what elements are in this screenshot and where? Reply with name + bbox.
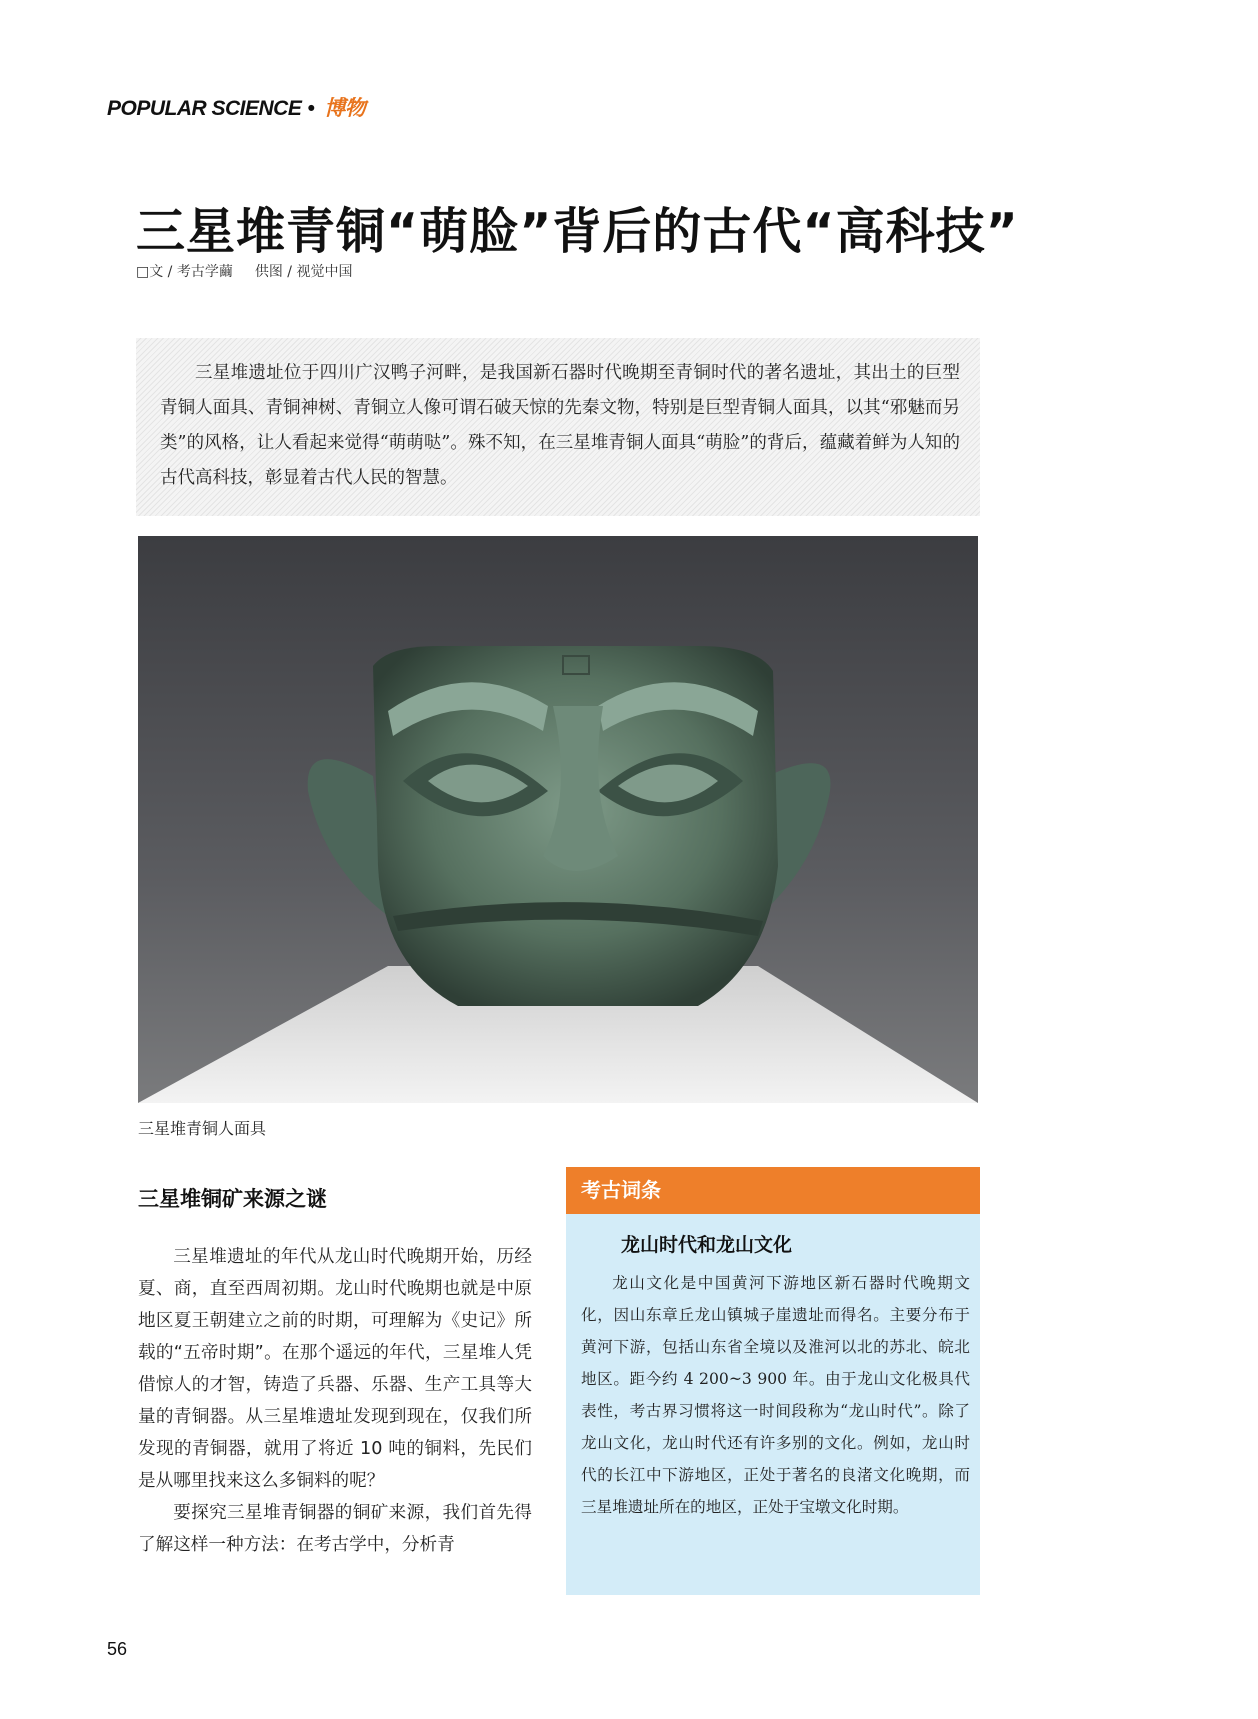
article-title: 三星堆青铜“萌脸”背后的古代“高科技” [136,203,1019,260]
section-body [138,1241,532,1561]
category-label: 博物 [324,97,366,120]
body-paragraph: 三星堆遗址的年代从龙山时代晚期开始，历经夏、商，直至西周初期。龙山时代晚期也就是中原地区夏王朝建立之前的时期，可理解为《史记》所载的“五帝时期”。在那个遥远的年代，三星堆人凭借惊人的才智，铸造了兵器、乐器、生产工具等大量的青铜器。从三星堆遗址发现到现在，仅我们所发现的青铜器，就用了将近 10 吨的铜料，先民们是从哪里找来这么多铜料的呢？ [138,1247,532,1491]
intro-box [136,338,980,516]
byline-author: □文 / 考古学繭 [136,264,233,280]
sidebar-text: 龙山文化是中国黄河下游地区新石器时代晚期文化，因山东章丘龙山镇城子崖遗址而得名。主要分布于黄河下游，包括山东省全境以及淮河以北的苏北、皖北地区。距今约 4 200~3 900 年。由于龙山文化极具代表性，考古界习惯将这一时间段称为“龙山时代”。除了龙山文化，龙山时代还有许多别的文化。例如，龙山时代的长江中下游地区，正处于著名的良渚文化晚期，而三星堆遗址所在的地区，正处于宝墩文化时期。 [581,1274,970,1516]
page-number: 56 [107,1639,128,1659]
magazine-header [107,92,365,122]
glossary-sidebar [566,1167,980,1595]
header-dot: • [307,97,315,120]
section-heading: 三星堆铜矿来源之谜 [138,1187,327,1211]
sidebar-subheading: 龙山时代和龙山文化 [621,1234,793,1256]
sidebar-label: 考古词条 [566,1167,980,1214]
byline-photo-credit: 供图 / 视觉中国 [254,264,353,280]
bronze-mask-photo [138,536,978,1103]
brand-label: POPULAR SCIENCE [107,97,302,120]
photo-caption: 三星堆青铜人面具 [138,1119,267,1138]
body-paragraph: 要探究三星堆青铜器的铜矿来源，我们首先得了解这样一种方法：在考古学中，分析青 [138,1503,532,1555]
byline [136,261,352,281]
intro-text: 三星堆遗址位于四川广汉鸭子河畔，是我国新石器时代晚期至青铜时代的著名遗址，其出土的巨型青铜人面具、青铜神树、青铜立人像可谓石破天惊的先秦文物，特别是巨型青铜人面具，以其“邪魅而另类”的风格，让人看起来觉得“萌萌哒”。殊不知，在三星堆青铜人面具“萌脸”的背后，蕴藏着鲜为人知的古代高科技，彰显着古代人民的智慧。 [160,363,960,488]
